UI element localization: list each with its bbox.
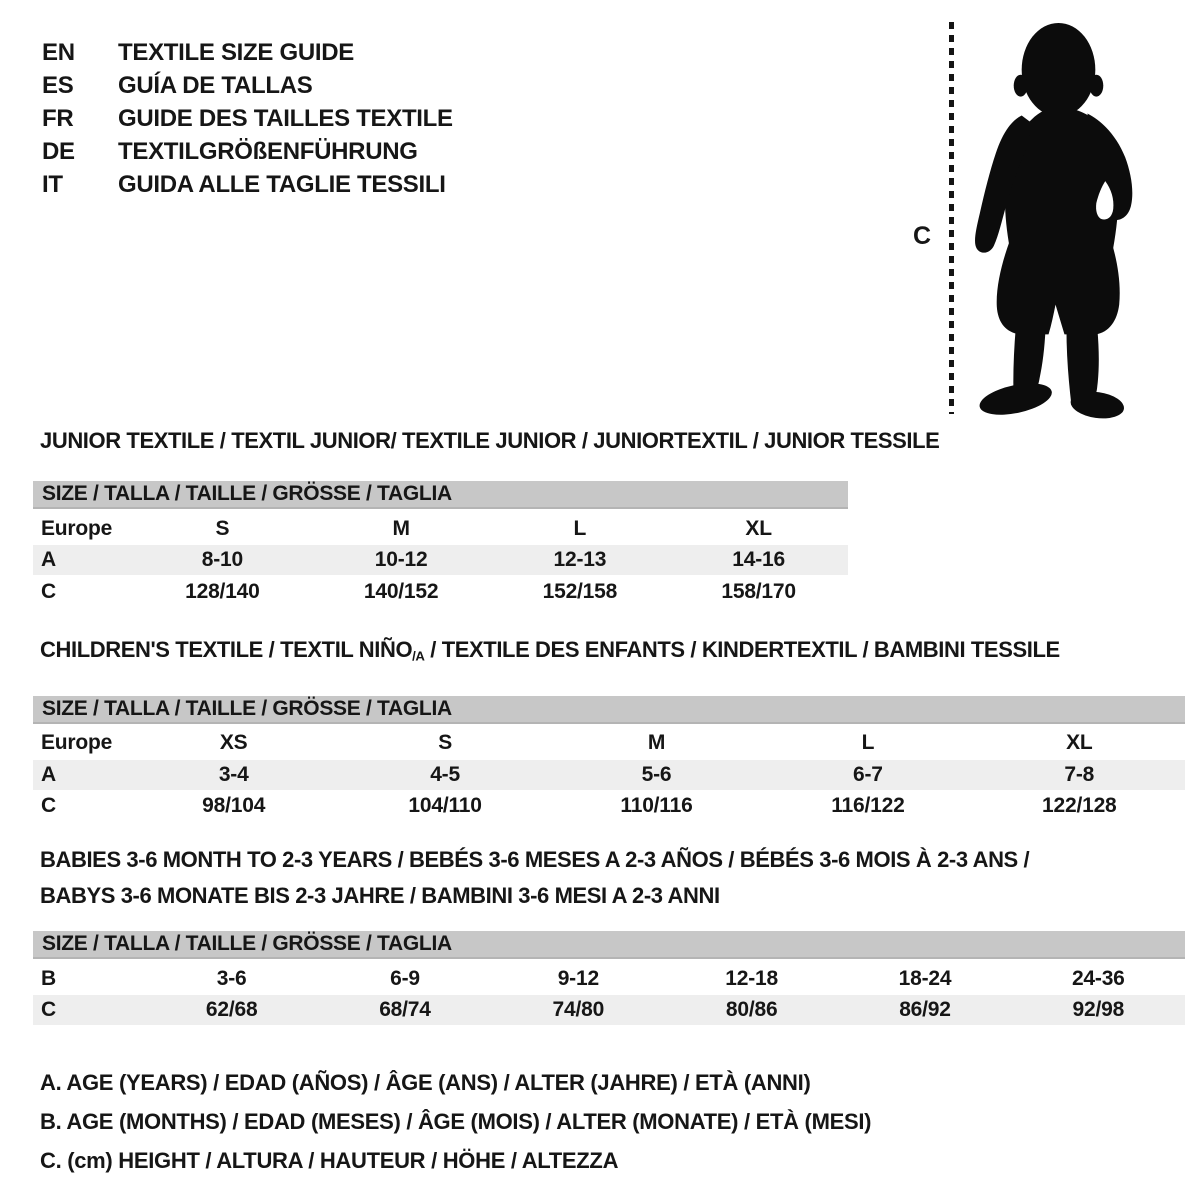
language-title: GUIDA ALLE TAGLIE TESSILI [118,171,446,198]
toddler-silhouette-image [965,12,1151,420]
age-cell: 10-12 [374,548,428,571]
size-cell: S [438,731,452,755]
language-title: GUIDE DES TAILLES TEXTILE [118,105,453,132]
height-cell: 74/80 [552,998,605,1021]
children-europe-row [33,727,1185,760]
size-cell: S [215,516,230,540]
height-cell: 104/110 [408,794,482,818]
children-size-header: SIZE / TALLA / TAILLE / GRÖSSE / TAGLIA [33,696,1185,724]
children-textile-section [33,637,1185,823]
age-cell: 4-5 [430,762,460,786]
age-cell: 3-4 [218,762,249,786]
babies-size-header: SIZE / TALLA / TAILLE / GRÖSSE / TAGLIA [33,931,1185,959]
children-age-row [33,760,1185,790]
months-cell: 24-36 [1071,966,1125,990]
months-cell: 12-18 [725,966,779,990]
junior-height-row [33,575,848,608]
language-row-en [42,36,453,69]
language-code: EN [42,39,75,66]
measurement-legend [40,1063,871,1180]
size-cell: L [861,731,875,755]
children-title-post: / TEXTILE DES ENFANTS / KINDERTEXTIL / BAMBINI TESSILE [424,637,1060,662]
age-cell: 8-10 [201,548,243,571]
height-cell: 110/116 [620,794,693,818]
language-row-es [42,69,453,102]
language-title-list [42,36,453,201]
months-cell: 6-9 [390,966,420,990]
babies-months-row [33,962,1185,995]
size-cell: M [392,516,410,540]
measure-c-label: C [913,222,932,250]
height-cell: 158/170 [721,579,796,603]
children-height-row [33,790,1185,823]
height-dashed-line [949,22,954,414]
row-label: B [41,966,56,990]
height-cell: 80/86 [725,998,778,1021]
size-cell: M [647,731,666,755]
months-cell: 3-6 [216,966,247,990]
size-cell: L [573,516,587,540]
height-cell: 62/68 [205,998,258,1021]
legend-age-months: B. AGE (MONTHS) / EDAD (MESES) / ÂGE (MOIS) / ALTER (MONATE) / ETÀ (MESI) [40,1109,872,1134]
height-cell: 92/98 [1072,998,1125,1021]
age-cell: 14-16 [732,548,785,571]
legend-age-years: A. AGE (YEARS) / EDAD (AÑOS) / ÂGE (ANS) / ALTER (JAHRE) / ETÀ (ANNI) [40,1070,811,1095]
junior-textile-section [33,428,940,608]
height-cell: 128/140 [185,579,260,603]
junior-age-row [33,545,848,575]
height-cell: 98/104 [202,794,266,818]
size-cell: XL [745,516,772,540]
row-label: C [41,579,56,603]
height-cell: 152/158 [542,579,618,603]
row-label: A [41,762,56,786]
months-cell: 18-24 [898,966,952,990]
row-label: A [41,548,56,571]
language-code: ES [42,72,74,99]
babies-title-line2: BABYS 3-6 MONATE BIS 2-3 JAHRE / BAMBINI 3-6 MESI A 2-3 ANNI [40,883,720,908]
language-row-it [42,168,453,201]
language-code: FR [42,105,74,132]
junior-size-header: SIZE / TALLA / TAILLE / GRÖSSE / TAGLIA [33,481,848,509]
size-cell: XL [1066,731,1093,755]
age-cell: 7-8 [1064,762,1095,786]
children-section-title [33,637,1185,670]
row-label: Europe [41,731,113,755]
language-code: DE [42,138,75,165]
language-row-fr [42,102,453,135]
height-cell: 86/92 [899,998,951,1021]
babies-textile-section [33,842,1185,1025]
language-code: IT [42,171,63,198]
junior-europe-row [33,512,848,545]
height-cell: 140/152 [363,579,439,603]
language-title: GUÍA DE TALLAS [118,72,313,99]
height-measure-figure [905,10,1155,420]
height-cell: 68/74 [379,998,431,1021]
junior-section-title: JUNIOR TEXTILE / TEXTIL JUNIOR/ TEXTILE JUNIOR / JUNIORTEXTIL / JUNIOR TESSILE [40,428,940,453]
size-cell: XS [219,731,248,755]
height-cell: 116/122 [831,794,905,818]
age-cell: 5-6 [641,762,672,786]
months-cell: 9-12 [557,966,599,990]
row-label: C [41,998,56,1021]
babies-height-row [33,995,1185,1025]
language-row-de [42,135,453,168]
children-title-subscript: /A [412,648,425,664]
legend-height-cm: C. (cm) HEIGHT / ALTURA / HAUTEUR / HÖHE / ALTEZZA [40,1148,619,1173]
babies-section-title [33,842,1185,914]
age-cell: 6-7 [853,762,883,786]
children-title-pre: CHILDREN'S TEXTILE / TEXTIL NIÑO [40,637,413,662]
babies-title-line1: BABIES 3-6 MONTH TO 2-3 YEARS / BEBÉS 3-6 MESES A 2-3 AÑOS / BÉBÉS 3-6 MOIS À 2-3 ANS / [40,847,1030,872]
language-title: TEXTILGRÖßENFÜHRUNG [118,138,418,165]
age-cell: 12-13 [553,548,607,571]
row-label: C [41,794,56,818]
row-label: Europe [41,516,113,540]
language-title: TEXTILE SIZE GUIDE [118,39,354,66]
height-cell: 122/128 [1042,794,1117,818]
